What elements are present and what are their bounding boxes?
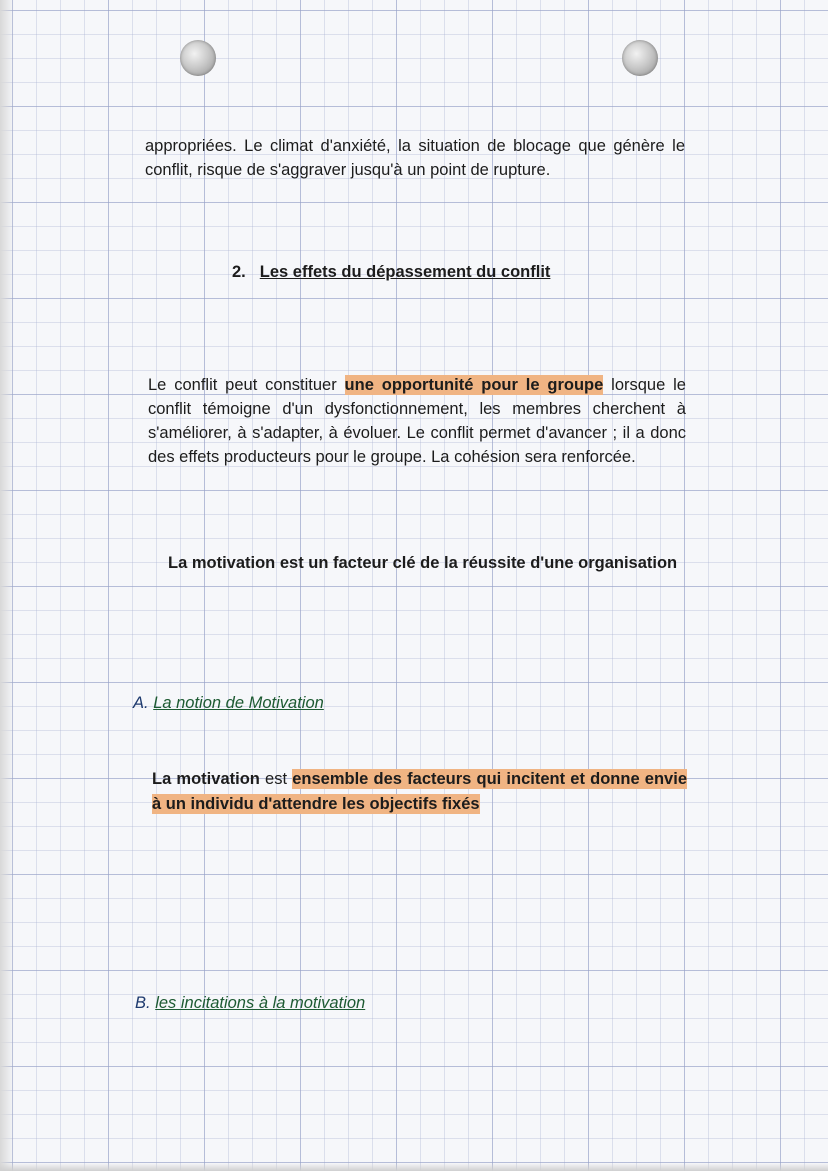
page-left-shadow [0,0,14,1171]
heading-number: 2. [232,263,246,281]
page-bottom-shadow [0,1163,828,1171]
section-b-heading [135,994,365,1013]
heading-effets-depassement [232,263,550,282]
highlight-definition: ensemble des facteurs qui incitent et donne envie à un individu d'attendre les objectifs fixés [152,770,687,813]
paragraph-definition [152,767,687,817]
highlight-opportunity: une opportunité pour le groupe [344,376,604,394]
definition-term: La motivation [152,770,260,788]
section-a-letter: A. [133,694,149,712]
section-title-text: La motivation est un facteur clé de la réussite d'une organisation [168,554,678,572]
section-b-title: les incitations à la motivation [155,994,366,1012]
section-a-title: La notion de Motivation [153,694,324,712]
definition-mid: est [259,770,293,788]
section-b-letter: B. [135,994,151,1012]
paragraph-intro-text: appropriées. Le climat d'anxiété, la situation de blocage que génère le conflit, risque de s'aggraver jusqu'à un point de rupture. [145,137,685,179]
paragraph-opportunity [148,373,686,469]
section-title-motivation [150,551,686,575]
paragraph-opportunity-after: lorsque le conflit témoigne d'un dysfonctionnement, les membres cherchent à s'améliorer, à s'adapter, à évoluer. Le conflit permet d'avancer ; il a donc des effets producteurs pour le groupe. La cohésion sera renforcée. [148,376,686,466]
binder-hole-right [622,40,658,76]
paragraph-intro [145,134,685,182]
binder-hole-left [180,40,216,76]
heading-title: Les effets du dépassement du conflit [259,263,551,281]
paragraph-opportunity-before: Le conflit peut constituer [148,376,345,394]
section-a-heading [133,694,324,713]
